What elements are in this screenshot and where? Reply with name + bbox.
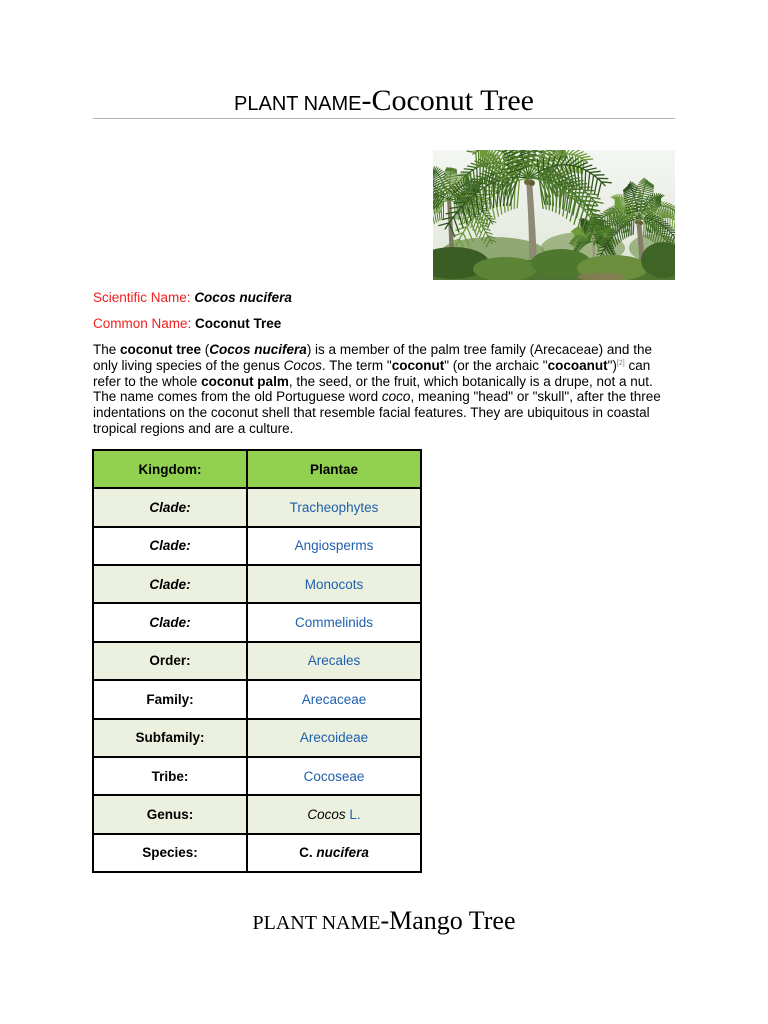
kingdom-rank: Kingdom: xyxy=(138,461,202,477)
taxonomy-rank: Order: xyxy=(149,653,191,669)
description-species-name: Cocos nucifera xyxy=(209,342,307,357)
genus-name: Cocos xyxy=(307,806,346,822)
taxonomy-rank-cell xyxy=(94,796,248,834)
next-section-title-prefix: PLANT NAME xyxy=(252,912,381,934)
taxonomy-rank-cell xyxy=(94,758,248,796)
next-section-title-plant-name: -Mango Tree xyxy=(380,906,516,935)
taxonomy-rank-cell xyxy=(94,528,248,566)
page-title-prefix: PLANT NAME xyxy=(234,93,362,115)
common-name-label: Common Name: xyxy=(93,316,192,331)
genus-value xyxy=(307,807,360,822)
next-section-title xyxy=(0,905,768,939)
citation-marker[interactable]: [2] xyxy=(616,359,625,367)
description-text: ") xyxy=(607,357,617,373)
scientific-name-field xyxy=(93,290,292,306)
taxonomy-value-link[interactable]: Arecoideae xyxy=(299,730,369,746)
taxonomy-value-cell xyxy=(248,796,422,834)
taxonomy-value-link[interactable]: Commelinids xyxy=(294,615,374,631)
taxonomy-value-link[interactable]: Arecaceae xyxy=(301,691,367,707)
species-value xyxy=(299,845,369,860)
taxonomy-value-cell xyxy=(248,528,422,566)
taxonomy-value-cell xyxy=(248,489,422,527)
description-italic-text: Cocos xyxy=(283,357,322,373)
description-line xyxy=(93,389,693,405)
description-text: only living species of the genus xyxy=(93,357,284,373)
description-line xyxy=(93,405,693,421)
taxonomy-rank: Genus: xyxy=(146,806,194,822)
coconut-tree-photo xyxy=(433,150,675,280)
description-text: ( xyxy=(201,342,210,357)
taxonomy-rank: Family: xyxy=(146,691,194,707)
taxonomy-value-cell xyxy=(248,720,422,758)
description-text: " (or the archaic " xyxy=(444,357,548,373)
description-text: The name comes from the old Portuguese word xyxy=(93,389,382,405)
genus-authority-link[interactable]: L. xyxy=(349,806,361,822)
description-bold-text: coconut xyxy=(391,357,445,373)
description-text: , the seed, or the fruit, which botanically is a drupe, not a nut. xyxy=(288,373,653,389)
description-text: can xyxy=(624,357,651,373)
taxonomy-rank-cell xyxy=(94,489,248,527)
description-line xyxy=(93,358,693,374)
description-text: indentations on the coconut shell that resemble facial features. They are ubiquitous in coastal xyxy=(93,405,650,421)
taxonomy-rank: Clade: xyxy=(149,576,191,592)
taxonomy-rank-cell xyxy=(94,566,248,604)
taxonomy-value-cell xyxy=(248,835,422,873)
scientific-name-label: Scientific Name: xyxy=(93,290,191,305)
taxonomy-value-link[interactable]: Cocoseae xyxy=(303,768,365,784)
taxonomy-rank-cell xyxy=(94,604,248,642)
taxonomy-rank-cell xyxy=(94,451,248,489)
taxonomy-table xyxy=(92,449,422,873)
description-text: . The term " xyxy=(321,357,392,373)
taxonomy-value-cell xyxy=(248,566,422,604)
taxonomy-value-cell xyxy=(248,758,422,796)
taxonomy-rank: Clade: xyxy=(149,615,191,631)
taxonomy-rank: Tribe: xyxy=(151,768,189,784)
description-text: The xyxy=(93,342,121,357)
description-line xyxy=(93,421,693,437)
species-genus-abbrev: C. xyxy=(299,845,313,861)
scientific-name-value: Cocos nucifera xyxy=(194,290,292,305)
description-bold-text: coconut tree xyxy=(120,342,202,357)
taxonomy-rank: Species: xyxy=(142,845,198,861)
taxonomy-rank-cell xyxy=(94,681,248,719)
description-bold-text: coconut palm xyxy=(201,373,289,389)
taxonomy-rank: Clade: xyxy=(149,538,191,554)
taxonomy-value-link[interactable]: Monocots xyxy=(304,576,364,592)
description-text: refer to the whole xyxy=(93,373,202,389)
description-text: , meaning "head" or "skull", after the three xyxy=(410,389,661,405)
common-name-field xyxy=(93,316,281,332)
taxonomy-rank-cell xyxy=(94,720,248,758)
description-text: tropical regions and are a culture. xyxy=(93,420,294,436)
taxonomy-rank-cell xyxy=(94,835,248,873)
taxonomy-value-link[interactable]: Angiosperms xyxy=(294,538,374,554)
kingdom-value: Plantae xyxy=(309,461,359,477)
description-line xyxy=(93,374,693,390)
taxonomy-value-cell xyxy=(248,643,422,681)
description-line xyxy=(93,342,693,358)
coconut-tree-image xyxy=(433,150,675,280)
page-title-plant-name: -Coconut Tree xyxy=(361,84,534,117)
description-text: ) is a member of the palm tree family (Arecaceae) and the xyxy=(306,342,652,357)
taxonomy-rank-cell xyxy=(94,643,248,681)
taxonomy-value-cell xyxy=(248,681,422,719)
taxonomy-value-cell xyxy=(248,604,422,642)
taxonomy-value-link[interactable]: Tracheophytes xyxy=(289,500,379,516)
common-name-value: Coconut Tree xyxy=(195,316,282,331)
description-paragraph xyxy=(93,342,693,437)
page-title xyxy=(0,84,768,121)
taxonomy-value-link[interactable]: Arecales xyxy=(307,653,361,669)
species-epithet: nucifera xyxy=(316,845,369,861)
taxonomy-value-cell xyxy=(248,451,422,489)
taxonomy-rank: Subfamily: xyxy=(135,730,205,746)
taxonomy-rank: Clade: xyxy=(149,500,191,516)
description-bold-text: cocoanut xyxy=(547,357,608,373)
title-divider xyxy=(93,118,675,119)
description-italic-text: coco xyxy=(381,389,411,405)
